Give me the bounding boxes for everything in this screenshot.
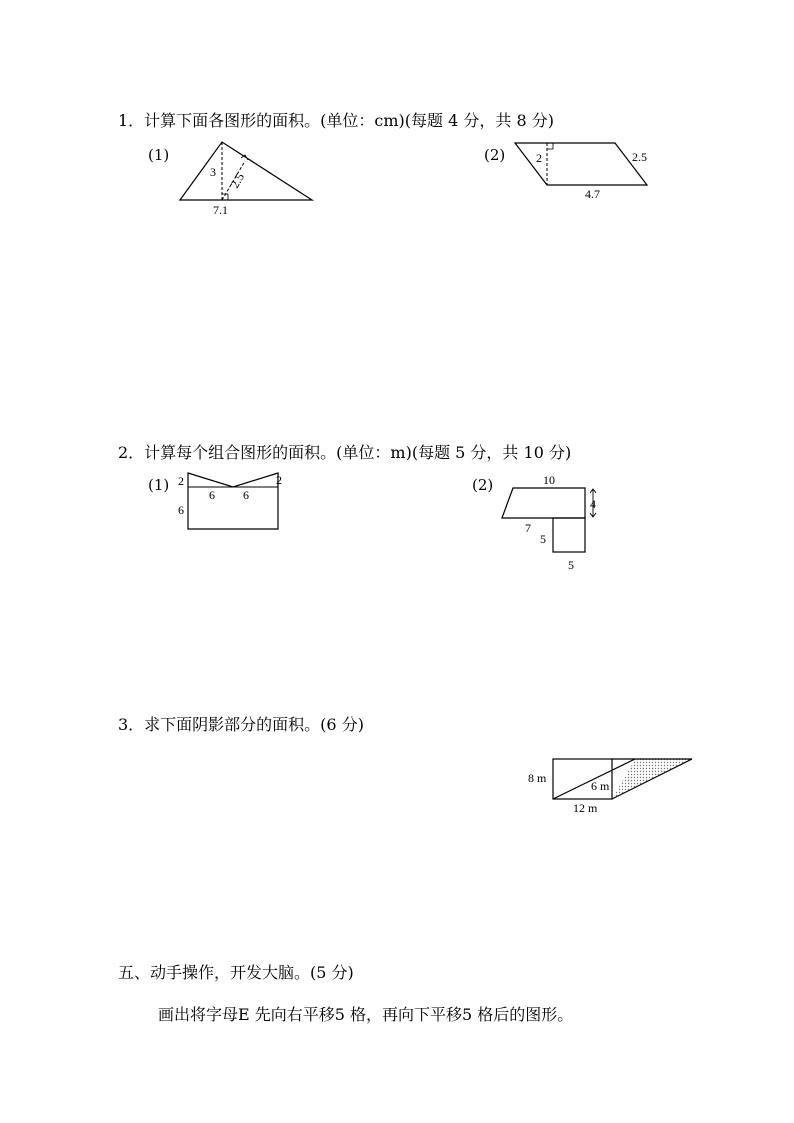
square-side-value: 5: [540, 532, 546, 546]
q1-title: 1．计算下面各图形的面积。(单位：cm)(每题 4 分，共 8 分): [118, 111, 554, 130]
rectangle-height: 6: [178, 503, 184, 517]
triangle-height-value: 3: [210, 165, 216, 179]
square-shape: [553, 518, 585, 552]
parallelogram-base-value: 4.7: [585, 187, 600, 201]
q2-title: 2．计算每个组合图形的面积。(单位：m)(每题 5 分，共 10 分): [118, 443, 572, 462]
q1-parallelogram-figure: [510, 138, 660, 206]
q2-combined-figure-1: [172, 470, 292, 540]
right-angle-mark-3: [547, 143, 553, 149]
left-triangle-height: 2: [178, 474, 184, 488]
right-angle-mark-2: [241, 155, 248, 160]
inner-6m: 6 m: [591, 779, 610, 793]
combined-outline: [188, 473, 278, 529]
square-bottom-value: 5: [568, 558, 574, 572]
q3-shaded-figure: [525, 752, 700, 817]
height-8m: 8 m: [528, 771, 547, 785]
trapezoid-height-value: 4: [590, 497, 596, 511]
trapezoid-shape: [502, 488, 585, 518]
q2-fig1-label: (1): [148, 476, 170, 494]
triangle-slant-value: 2.5: [227, 170, 248, 191]
base-12m: 12 m: [573, 801, 598, 815]
q1-fig1-label: (1): [148, 146, 170, 164]
left-half-width: 6: [209, 488, 215, 502]
triangle-base-value: 7.1: [213, 203, 228, 217]
q1-fig2-label: (2): [484, 146, 506, 164]
trapezoid-top-value: 10: [543, 473, 555, 487]
section5-instruction: 画出将字母E 先向右平移5 格，再向下平移5 格后的图形。: [158, 1005, 574, 1024]
triangle-shape: [180, 142, 312, 200]
parallelogram-shape: [515, 143, 647, 185]
trapezoid-bottom-part: 7: [525, 521, 531, 535]
parallelogram-height-value: 2: [536, 151, 542, 165]
q2-combined-figure-2: [498, 470, 608, 575]
parallelogram-side-value: 2.5: [632, 150, 647, 164]
right-half-width: 6: [243, 488, 249, 502]
q3-title: 3．求下面阴影部分的面积。(6 分): [118, 715, 364, 734]
q1-triangle-figure: [175, 138, 320, 220]
q2-fig2-label: (2): [472, 476, 494, 494]
right-triangle-height: 2: [276, 473, 282, 487]
section5-title: 五、动手操作，开发大脑。(5 分): [118, 963, 354, 982]
